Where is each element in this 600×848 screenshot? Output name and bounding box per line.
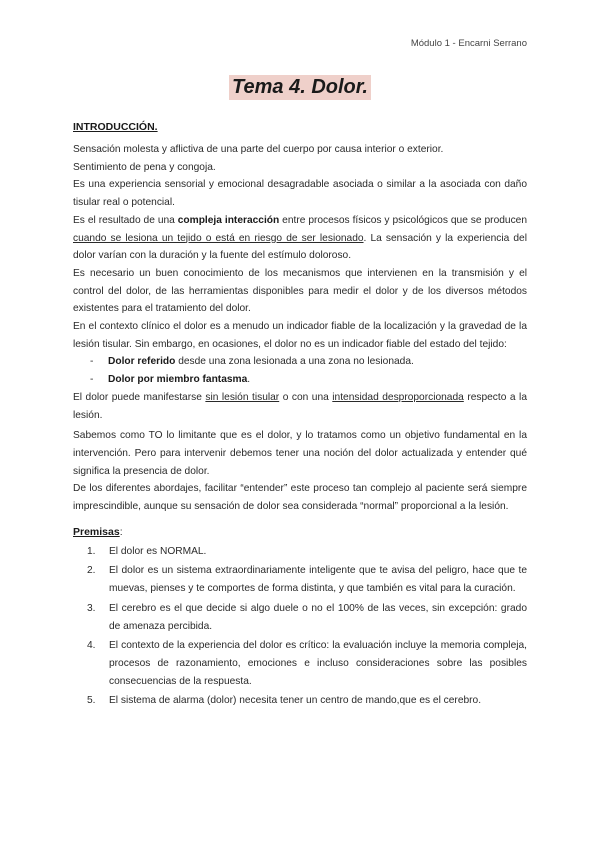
premisas-list [73,543,527,710]
intro-heading: INTRODUCCIÓN. [73,121,158,133]
premisa-item [73,692,527,710]
dash-list-item [90,371,527,389]
dash-item-text: desde una zona lesionada a una zona no lesionada. [175,356,414,368]
p7-text-e: respecto a la lesión. [73,391,527,421]
dash-item-bold: Dolor referido [108,356,176,368]
dash-list-item [90,353,527,371]
premisa-number: 4. [87,640,96,652]
p4-text-e: . La sensación y la experiencia del dolor varían con la duración y la fuente del estímulo doloroso. [73,232,527,262]
premisa-item [73,637,527,690]
p4-underlined: cuando se lesiona un tejido o está en riesgo de ser lesionado [73,232,364,244]
p7-text-a: El dolor puede manifestarse [73,391,206,403]
premisa-text: El dolor es un sistema extraordinariamente inteligente que te avisa del peligro, hace que te muevas, pienses y te comportes de forma distinta, y que también es vital para la curación. [109,565,527,595]
dash-bullet: - [90,356,94,368]
p7-text-c: o con una [279,391,333,403]
paragraph-8: Sabemos como TO lo limitante que es el dolor, y lo tratamos como un objetivo fundamental en la intervención. Pero para intervenir debemos tener una noción del dolor actualizada y entender qué significa la presencia de dolor. [73,430,527,477]
page-title: Tema 4. Dolor. [229,75,371,100]
premisa-number: 3. [87,602,96,614]
premisa-text: El contexto de la experiencia del dolor es crítico: la evaluación incluye la memoria compleja, procesos de razonamiento, emociones e incluso consideraciones sobre las posibles consecuencias de la respuesta. [109,640,527,687]
premisa-text: El dolor es NORMAL. [109,545,207,557]
paragraph-2: Sentimiento de pena y congoja. [73,161,216,173]
premisa-text: El cerebro es el que decide si algo duele o no el 100% de las veces, sin excepción: grado de amenaza percibida. [109,602,527,632]
premisas-colon: : [119,525,123,538]
dash-item-text: . [247,374,251,386]
paragraph-9: De los diferentes abordajes, facilitar “entender” este proceso tan complejo al paciente será siempre imprescindible, aunque su sensación de dolor sea considerada “normal” proporcional a la lesión. [73,483,527,513]
paragraph-6: En el contexto clínico el dolor es a menudo un indicador fiable de la localización y la gravedad de la lesión tisular. Sin embargo, en ocasiones, el dolor no es un indicador fiable del estado del tejido: [73,321,527,350]
paragraph-1: Sensación molesta y aflictiva de una parte del cuerpo por causa interior o exterior. [73,144,444,155]
paragraph-5: Es necesario un buen conocimiento de los mecanismos que intervienen en la transmisión y el control del dolor, de las herramientas disponibles para medir el dolor y de los diversos métodos existentes para el tratamiento del dolor. [73,267,527,315]
p7-underlined-2: intensidad desproporcionada [332,391,464,403]
paragraph-4 [73,212,527,265]
premisa-item [73,600,527,635]
premisa-text: El sistema de alarma (dolor) necesita tener un centro de mando,que es el cerebro. [109,695,482,707]
premisa-item [73,543,527,561]
p7-underlined-1: sin lesión tisular [205,391,280,403]
premisa-number: 2. [87,565,96,577]
dash-list [73,353,527,388]
document-body [73,121,527,712]
p4-bold: compleja interacción [177,214,280,226]
paragraph-3: Es una experiencia sensorial y emocional desagradable asociada o similar a la asociada con daño tisular real o potencial. [73,179,527,209]
page-header: Módulo 1 - Encarni Serrano [410,38,527,49]
premisas-heading [73,524,527,540]
premisa-number: 5. [87,695,96,707]
premisas-heading-text: Premisas [73,525,120,538]
title-container [0,75,600,100]
dash-item-bold: Dolor por miembro fantasma [108,374,248,386]
p4-text-a: Es el resultado de una [73,214,178,226]
dash-bullet: - [90,374,94,386]
paragraph-7 [73,389,527,424]
premisa-number: 1. [87,545,96,557]
p4-text-c: entre procesos físicos y psicológicos que se producen [279,214,527,226]
premisa-item [73,562,527,597]
